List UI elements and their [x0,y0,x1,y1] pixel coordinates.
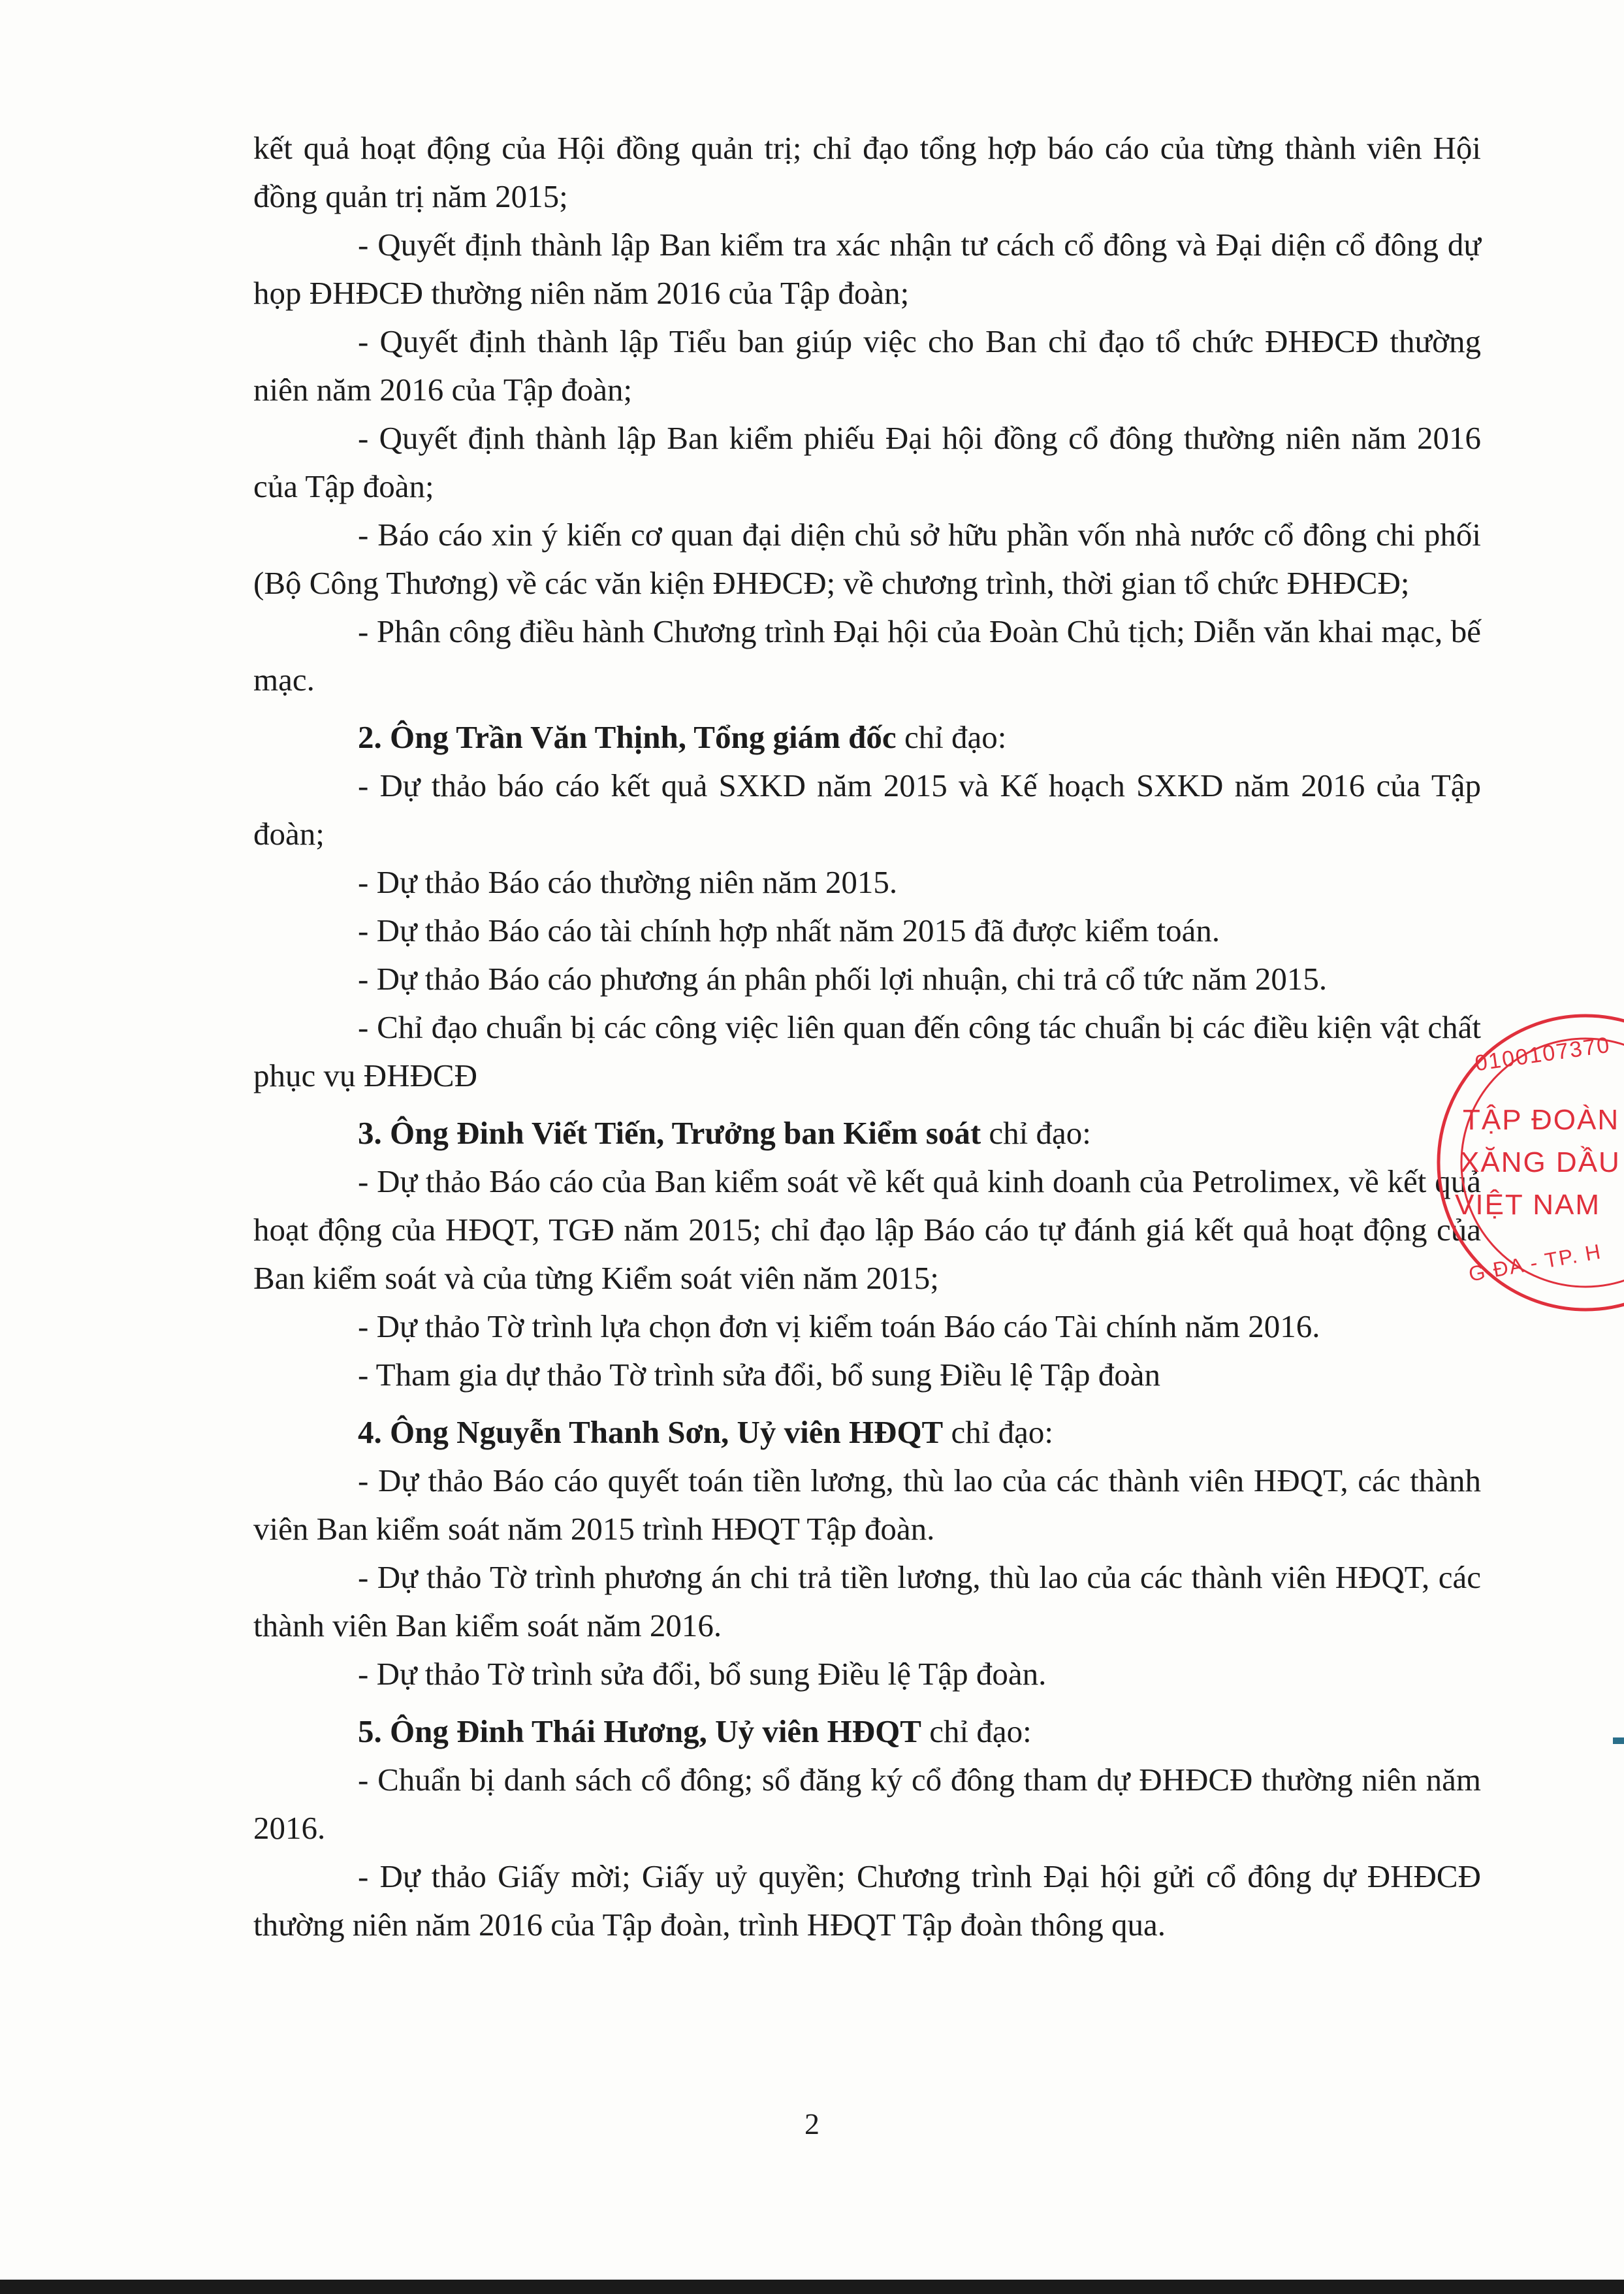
page-number: 2 [804,2107,820,2141]
paragraph-item: - Quyết định thành lập Ban kiểm phiếu Đại hội đồng cổ đông thường niên năm 2016 của Tập đoàn; [253,420,1481,504]
section-item: - Dự thảo Báo cáo phương án phân phối lợi nhuận, chi trả cổ tức năm 2015. [358,961,1328,997]
section-heading-2 [253,713,1481,762]
seal-line-2: XĂNG DẦU [1460,1146,1621,1178]
section-item: - Tham gia dự thảo Tờ trình sửa đổi, bổ sung Điều lệ Tập đoàn [358,1357,1160,1393]
paragraph-item: - Quyết định thành lập Ban kiểm tra xác nhận tư cách cổ đông và Đại diện cổ đông dự họp ĐHĐCĐ thường niên năm 2016 của Tập đoàn; [253,227,1481,311]
section-heading-bold: 5. Ông Đinh Thái Hương, Uỷ viên HĐQT [358,1713,921,1749]
section-heading-bold: 2. Ông Trần Văn Thịnh, Tổng giám đốc [358,719,897,755]
section-item: - Dự thảo Báo cáo của Ban kiểm soát về kết quả kinh doanh của Petrolimex, về kết quả hoạt động của HĐQT, TGĐ năm 2015; chỉ đạo lập Báo cáo tự đánh giá kết quả hoạt động của Ban kiểm soát và của từng Kiểm soát viên năm 2015; [253,1163,1481,1296]
seal-number: 0100107370 [1473,1032,1612,1076]
section-heading-5 [253,1707,1481,1756]
section-item: - Dự thảo Tờ trình lựa chọn đơn vị kiểm toán Báo cáo Tài chính năm 2016. [358,1308,1320,1344]
section-heading-bold: 4. Ông Nguyễn Thanh Sơn, Uỷ viên HĐQT [358,1414,944,1450]
section-item: - Dự thảo Tờ trình phương án chi trả tiền lương, thù lao của các thành viên HĐQT, các thành viên Ban kiểm soát năm 2016. [253,1559,1481,1643]
section-heading-rest: chỉ đạo: [943,1414,1053,1450]
scan-bottom-edge [0,2280,1624,2294]
paragraph-item: - Báo cáo xin ý kiến cơ quan đại diện chủ sở hữu phần vốn nhà nước cổ đông chi phối (Bộ Công Thương) về các văn kiện ĐHĐCĐ; về chương trình, thời gian tổ chức ĐHĐCĐ; [253,517,1481,601]
section-heading-4 [253,1408,1481,1457]
section-item: - Dự thảo Tờ trình sửa đổi, bổ sung Điều lệ Tập đoàn. [358,1656,1047,1692]
seal-line-3: VIỆT NAM [1455,1189,1601,1221]
paragraph-item: - Phân công điều hành Chương trình Đại hội của Đoàn Chủ tịch; Diễn văn khai mạc, bế mạc. [253,613,1481,698]
edge-mark [1613,1737,1624,1744]
section-item: - Dự thảo Báo cáo tài chính hợp nhất năm 2015 đã được kiểm toán. [358,913,1220,948]
section-item: - Chỉ đạo chuẩn bị các công việc liên quan đến công tác chuẩn bị các điều kiện vật chất phục vụ ĐHĐCĐ [253,1009,1481,1093]
section-item: - Dự thảo Báo cáo quyết toán tiền lương, thù lao của các thành viên HĐQT, các thành viên Ban kiểm soát năm 2015 trình HĐQT Tập đoàn. [253,1462,1481,1547]
section-heading-rest: chỉ đạo: [896,719,1007,755]
seal-bottom-text: G ĐA - TP. H [1467,1239,1604,1286]
paragraph-item: - Quyết định thành lập Tiểu ban giúp việc cho Ban chỉ đạo tổ chức ĐHĐCĐ thường niên năm 2016 của Tập đoàn; [253,323,1481,408]
section-item: - Dự thảo Báo cáo thường niên năm 2015. [358,864,898,900]
section-item: - Dự thảo báo cáo kết quả SXKD năm 2015 và Kế hoạch SXKD năm 2016 của Tập đoàn; [253,767,1481,852]
section-item: - Dự thảo Giấy mời; Giấy uỷ quyền; Chương trình Đại hội gửi cổ đông dự ĐHĐCĐ thường niên năm 2016 của Tập đoàn, trình HĐQT Tập đoàn thông qua. [253,1858,1481,1943]
paragraph-continuation: kết quả hoạt động của Hội đồng quản trị; chỉ đạo tổng hợp báo cáo của từng thành viên Hội đồng quản trị năm 2015; [253,130,1481,214]
section-heading-rest: chỉ đạo: [981,1115,1091,1151]
section-item: - Chuẩn bị danh sách cổ đông; sổ đăng ký cổ đông tham dự ĐHĐCĐ thường niên năm 2016. [253,1762,1481,1846]
section-heading-bold: 3. Ông Đinh Viết Tiến, Trưởng ban Kiểm soát [358,1115,981,1151]
section-heading-3 [253,1109,1481,1157]
seal-line-1: TẬP ĐOÀN [1463,1104,1620,1136]
section-heading-rest: chỉ đạo: [921,1713,1032,1749]
document-body [253,124,1481,1949]
company-seal-stamp [1422,1009,1624,1316]
